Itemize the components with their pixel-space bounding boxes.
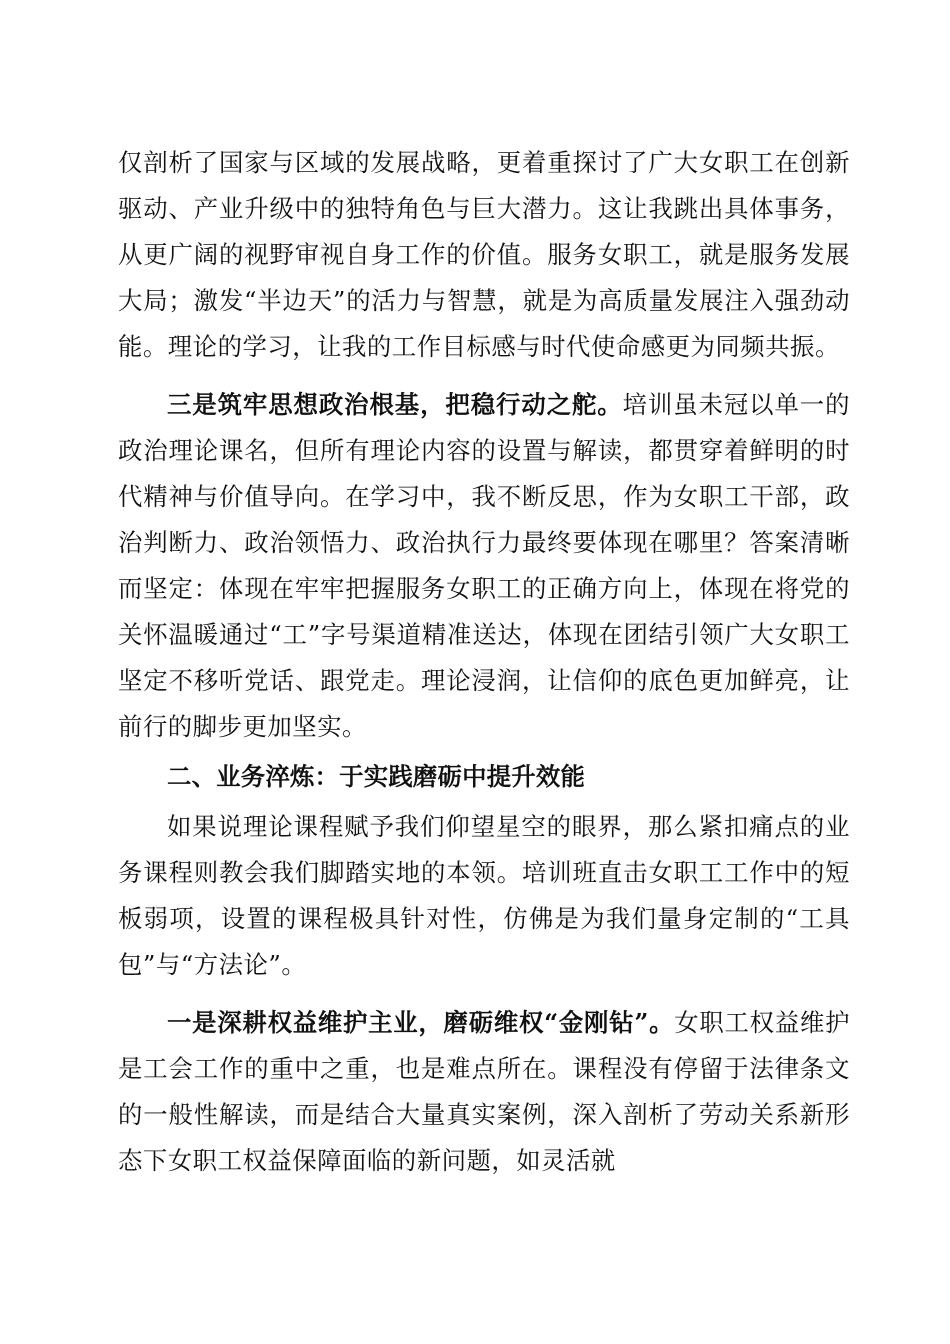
- paragraph-body: 培训虽未冠以单一的政治理论课名，但所有理论内容的设置与解读，都贯穿着鲜明的时代精神与价值导向。在学习中，我不断反思，作为女职工干部，政治判断力、政治领悟力、政治执行力最终要体现在哪里？答案清晰而坚定：体现在牢牢把握服务女职工的正确方向上，体现在将党的关怀温暖通过“工”字号渠道精准送达，体现在团结引领广大女职工坚定不移听党话、跟党走。理论浸润，让信仰的底色更加鲜亮，让前行的脚步更加坚实。: [118, 390, 850, 741]
- document-body: [118, 140, 850, 1184]
- paragraph-point-three: [118, 382, 850, 750]
- paragraph-point-one: [118, 1000, 850, 1184]
- paragraph-intro: 如果说理论课程赋予我们仰望星空的眼界，那么紧扣痛点的业务课程则教会我们脚踏实地的本领。培训班直击女职工工作中的短板弱项，设置的课程极具针对性，仿佛是为我们量身定制的“工具包”与“方法论”。: [118, 812, 850, 979]
- paragraph-body: 女职工权益维护是工会工作的重中之重，也是难点所在。课程没有停留于法律条文的一般性解读，而是结合大量真实案例，深入剖析了劳动关系新形态下女职工权益保障面临的新问题，如灵活就: [118, 1008, 850, 1175]
- paragraph-lead-bold: 一是深耕权益维护主业，磨砺维权“金刚钻”。: [167, 1008, 675, 1037]
- paragraph-lead-bold: 三是筑牢思想政治根基，把稳行动之舵。: [167, 390, 623, 419]
- paragraph-continuation: 仅剖析了国家与区域的发展战略，更着重探讨了广大女职工在创新驱动、产业升级中的独特角色与巨大潜力。这让我跳出具体事务，从更广阔的视野审视自身工作的价值。服务女职工，就是服务发展大局；激发“半边天”的活力与智慧，就是为高质量发展注入强劲动能。理论的学习，让我的工作目标感与时代使命感更为同频共振。: [118, 148, 850, 361]
- section-heading: 二、业务淬炼：于实践磨砺中提升效能: [167, 762, 586, 791]
